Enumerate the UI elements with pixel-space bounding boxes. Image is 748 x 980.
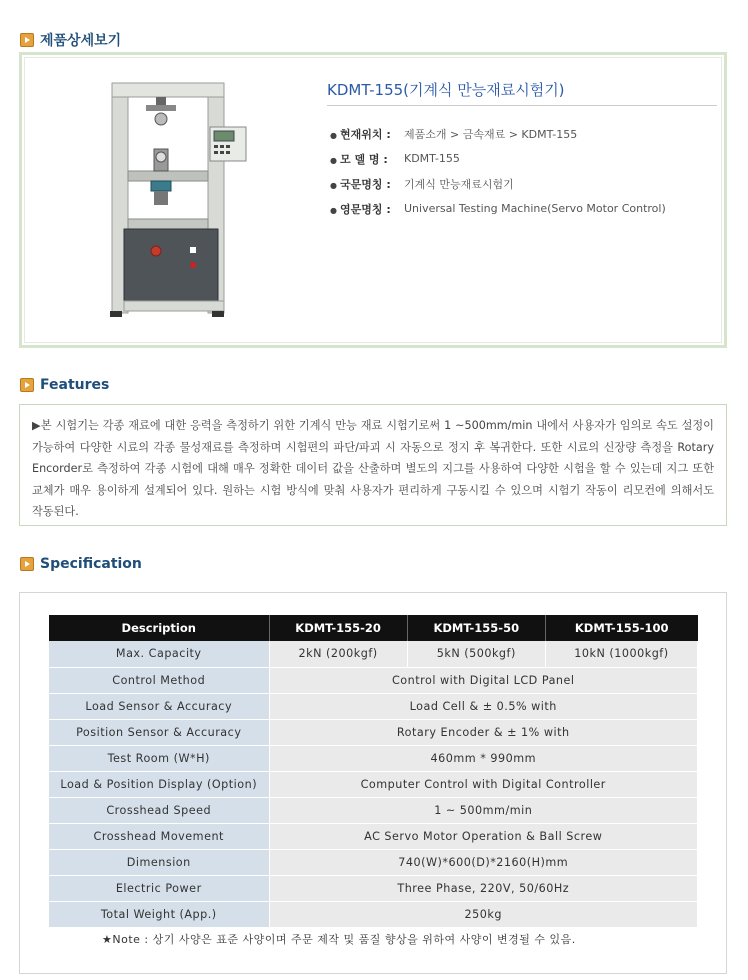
row-value: Rotary Encoder & ± 1% with — [269, 719, 698, 745]
table-row — [49, 719, 698, 745]
info-key: ● 현재위치 : — [330, 126, 404, 142]
row-label: Crosshead Movement — [49, 823, 269, 849]
info-row-model — [330, 146, 666, 171]
row-value: 2kN (200kgf) — [269, 641, 407, 667]
row-label: Load & Position Display (Option) — [49, 771, 269, 797]
row-label: Total Weight (App.) — [49, 901, 269, 927]
features-heading — [20, 377, 109, 393]
table-row — [49, 641, 698, 667]
specification-heading — [20, 556, 142, 572]
table-row — [49, 797, 698, 823]
info-row-location — [330, 121, 666, 146]
info-value: KDMT-155 — [404, 152, 460, 165]
header-model-100: KDMT-155-100 — [545, 615, 697, 641]
row-value: 1 ~ 500mm/min — [269, 797, 698, 823]
table-row — [49, 901, 698, 927]
info-row-korean-name — [330, 171, 666, 196]
row-value: Computer Control with Digital Controller — [269, 771, 698, 797]
header-model-50: KDMT-155-50 — [407, 615, 545, 641]
row-label: Control Method — [49, 667, 269, 693]
testing-machine-image — [104, 79, 254, 329]
row-label: Test Room (W*H) — [49, 745, 269, 771]
info-key: ● 영문명칭 : — [330, 201, 404, 217]
row-label: Crosshead Speed — [49, 797, 269, 823]
spec-header-row — [49, 615, 698, 641]
features-box — [19, 404, 727, 526]
table-row — [49, 745, 698, 771]
features-title: Features — [40, 377, 110, 393]
specification-box — [19, 592, 727, 974]
table-row — [49, 875, 698, 901]
info-row-english-name — [330, 196, 666, 221]
features-text: ▶본 시험기는 각종 재료에 대한 응력을 측정하기 위한 기계식 만능 재료 시험기로써 1 ~500mm/min 내에서 사용자가 임의로 속도 설정이 가능하여 다양한 시료의 각종 물성재료를 측정하며 시험편의 파단/파괴 시 자동으로 정지 후 복귀한다. 또한 시료의 신장량 측정을 Rotary Encorder로 측정하여 각종 시험에 대해 매우 정확한 데이터 값을 산출하며 별도의 지그를 사용하여 다양한 시험을 할 수 있는데 지그 또한 교체가 매우 용이하게 설계되어 있다. 원하는 시험 방식에 맞춰 사용자가 편리하게 구동시킬 수 있으며 시험기 작동이 리모컨에 의해서도 작동된다. — [32, 419, 714, 518]
spec-table — [49, 615, 698, 928]
row-value: AC Servo Motor Operation & Ball Screw — [269, 823, 698, 849]
row-value: 460mm * 990mm — [269, 745, 698, 771]
product-detail-title: 제품상세보기 — [40, 33, 122, 49]
row-value: 10kN (1000kgf) — [545, 641, 697, 667]
info-key: ● 국문명칭 : — [330, 176, 404, 192]
row-label: Load Sensor & Accuracy — [49, 693, 269, 719]
specification-title: Specification — [40, 556, 142, 572]
arrow-bullet-icon — [20, 33, 34, 47]
info-value: 제품소개 > 금속재료 > KDMT-155 — [404, 127, 578, 141]
row-value: 250kg — [269, 901, 698, 927]
title-divider — [327, 105, 717, 106]
info-value: 기계식 만능재료시험기 — [404, 177, 514, 191]
row-value: Three Phase, 220V, 50/60Hz — [269, 875, 698, 901]
product-info-list — [330, 121, 666, 221]
row-value: 5kN (500kgf) — [407, 641, 545, 667]
table-row — [49, 823, 698, 849]
row-label: Dimension — [49, 849, 269, 875]
row-label: Position Sensor & Accuracy — [49, 719, 269, 745]
arrow-bullet-icon — [20, 378, 34, 392]
table-row — [49, 849, 698, 875]
row-label: Max. Capacity — [49, 641, 269, 667]
info-value: Universal Testing Machine(Servo Motor Control) — [404, 202, 666, 215]
header-description: Description — [49, 615, 269, 641]
table-row — [49, 693, 698, 719]
product-box — [19, 52, 727, 348]
table-row — [49, 667, 698, 693]
row-value: 740(W)*600(D)*2160(H)mm — [269, 849, 698, 875]
header-model-20: KDMT-155-20 — [269, 615, 407, 641]
row-value: Control with Digital LCD Panel — [269, 667, 698, 693]
info-key: ● 모 델 명 : — [330, 151, 404, 167]
product-name: KDMT-155(기계식 만능재료시험기) — [327, 81, 565, 99]
row-value: Load Cell & ± 0.5% with — [269, 693, 698, 719]
product-detail-heading — [20, 30, 121, 50]
spec-note: ★Note : 상기 사양은 표준 사양이며 주문 제작 및 품질 향상을 위하여 사양이 변경될 수 있음. — [102, 933, 576, 946]
row-label: Electric Power — [49, 875, 269, 901]
arrow-bullet-icon — [20, 557, 34, 571]
table-row — [49, 771, 698, 797]
